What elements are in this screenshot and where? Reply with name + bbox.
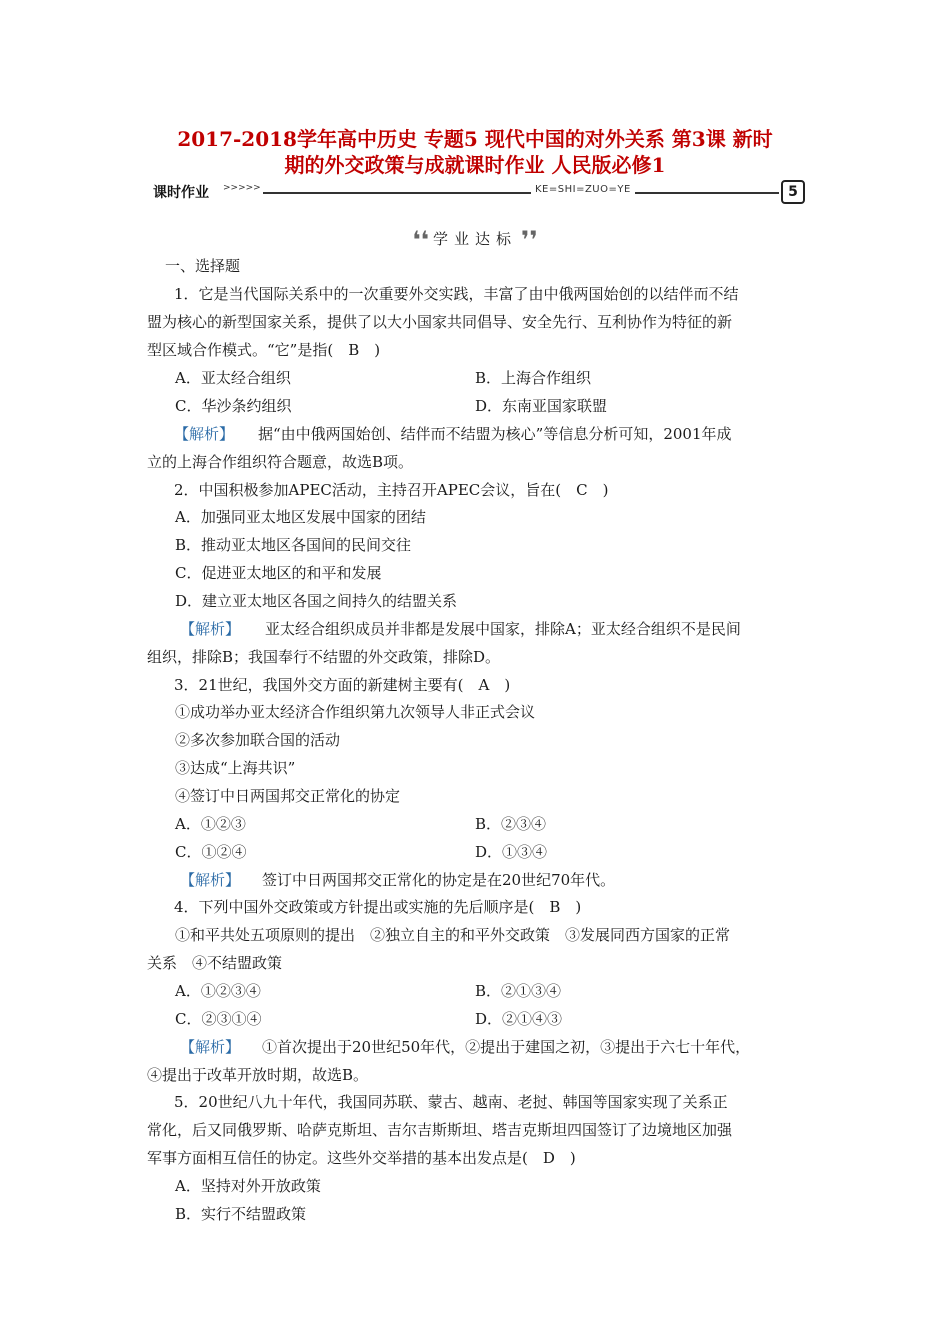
- text-line: C．华沙条约组织: [175, 397, 292, 415]
- text-line: ①和平共处五项原则的提出 ②独立自主的和平外交政策 ③发展同西方国家的正常: [175, 926, 731, 944]
- text-line: D．建立亚太地区各国之间持久的结盟关系: [175, 592, 458, 610]
- homework-banner: [147, 180, 807, 204]
- text-line: 4．下列中国外交政策或方针提出或实施的先后顺序是( B ): [174, 898, 582, 916]
- text-line: 5．20世纪八九十年代，我国同苏联、蒙古、越南、老挝、韩国等国家实现了关系正: [174, 1093, 728, 1111]
- text-line: ②多次参加联合国的活动: [175, 731, 341, 749]
- banner-arrows: >>>>>: [223, 183, 261, 193]
- text-line: B．②③④: [475, 815, 547, 833]
- text-line: A．①②③④: [175, 982, 261, 1000]
- text-line: 组织，排除B；我国奉行不结盟的外交政策，排除D。: [147, 648, 501, 666]
- text-line: C．②③①④: [175, 1010, 262, 1028]
- text-line: 型区域合作模式。“它”是指( B ): [147, 341, 381, 359]
- text-line: A．加强同亚太地区发展中国家的团结: [175, 508, 426, 526]
- text-line: 一、选择题: [165, 257, 241, 275]
- analysis-label: 【解析】: [174, 425, 235, 443]
- text-line: ④签订中日两国邦交正常化的协定: [175, 787, 401, 805]
- text-line: 盟为核心的新型国家关系，提供了以大小国家共同倡导、安全先行、互利协作为特征的新: [147, 313, 733, 331]
- text-line: B．②①③④: [475, 982, 562, 1000]
- text-line: ①首次提出于20世纪50年代，②提出于建国之初，③提出于六七十年代，: [262, 1038, 751, 1056]
- text-line: 军事方面相互信任的协定。这些外交举措的基本出发点是( D ): [147, 1149, 576, 1167]
- text-line: B．上海合作组织: [475, 369, 592, 387]
- banner-label: 课时作业: [153, 185, 209, 201]
- text-line: 签订中日两国邦交正常化的协定是在20世纪70年代。: [262, 871, 616, 889]
- text-line: C．①②④: [175, 843, 247, 861]
- text-line: C．促进亚太地区的和平和发展: [175, 564, 382, 582]
- text-line: 3．21世纪，我国外交方面的新建树主要有( A ): [174, 676, 511, 694]
- text-line: 立的上海合作组织符合题意，故选B项。: [147, 453, 414, 471]
- text-line: ④提出于改革开放时期，故选B。: [147, 1066, 369, 1084]
- text-line: B．实行不结盟政策: [175, 1205, 307, 1223]
- banner-rule: [263, 192, 779, 194]
- open-quote-icon: ❛❛: [412, 226, 429, 254]
- text-line: A．亚太经合组织: [175, 369, 291, 387]
- section-heading: [0, 226, 950, 254]
- close-quote-icon: ❜❜: [521, 226, 538, 254]
- section-title: 学业达标: [432, 230, 517, 248]
- text-line: ③达成“上海共识”: [175, 759, 296, 777]
- text-line: 关系 ④不结盟政策: [147, 954, 283, 972]
- text-line: D．②①④③: [475, 1010, 563, 1028]
- text-line: D．东南亚国家联盟: [475, 397, 608, 415]
- text-line: ①成功举办亚太经济合作组织第九次领导人非正式会议: [175, 703, 536, 721]
- banner-pinyin: KE=SHI=ZUO=YE: [531, 184, 635, 195]
- banner-number-badge: 5: [781, 180, 805, 204]
- text-line: A．坚持对外开放政策: [175, 1177, 321, 1195]
- analysis-label: 【解析】: [180, 1038, 241, 1056]
- document-title-line-2: 期的外交政策与成就课时作业 人民版必修1: [284, 153, 666, 177]
- text-line: 常化，后又同俄罗斯、哈萨克斯坦、吉尔吉斯斯坦、塔吉克斯坦四国签订了边境地区加强: [147, 1121, 733, 1139]
- text-line: A．①②③: [175, 815, 246, 833]
- text-line: 亚太经合组织成员并非都是发展中国家，排除A；亚太经合组织不是民间: [265, 620, 741, 638]
- text-line: 据“由中俄两国始创、结伴而不结盟为核心”等信息分析可知，2001年成: [258, 425, 732, 443]
- text-line: D．①③④: [475, 843, 548, 861]
- text-line: 1．它是当代国际关系中的一次重要外交实践，丰富了由中俄两国始创的以结伴而不结: [174, 285, 739, 303]
- text-line: 2．中国积极参加APEC活动，主持召开APEC会议，旨在( C ): [174, 481, 609, 499]
- analysis-label: 【解析】: [180, 871, 241, 889]
- document-title-line-1: 2017-2018学年高中历史 专题5 现代中国的对外关系 第3课 新时: [177, 127, 773, 151]
- analysis-label: 【解析】: [180, 620, 241, 638]
- text-line: B．推动亚太地区各国间的民间交往: [175, 536, 412, 554]
